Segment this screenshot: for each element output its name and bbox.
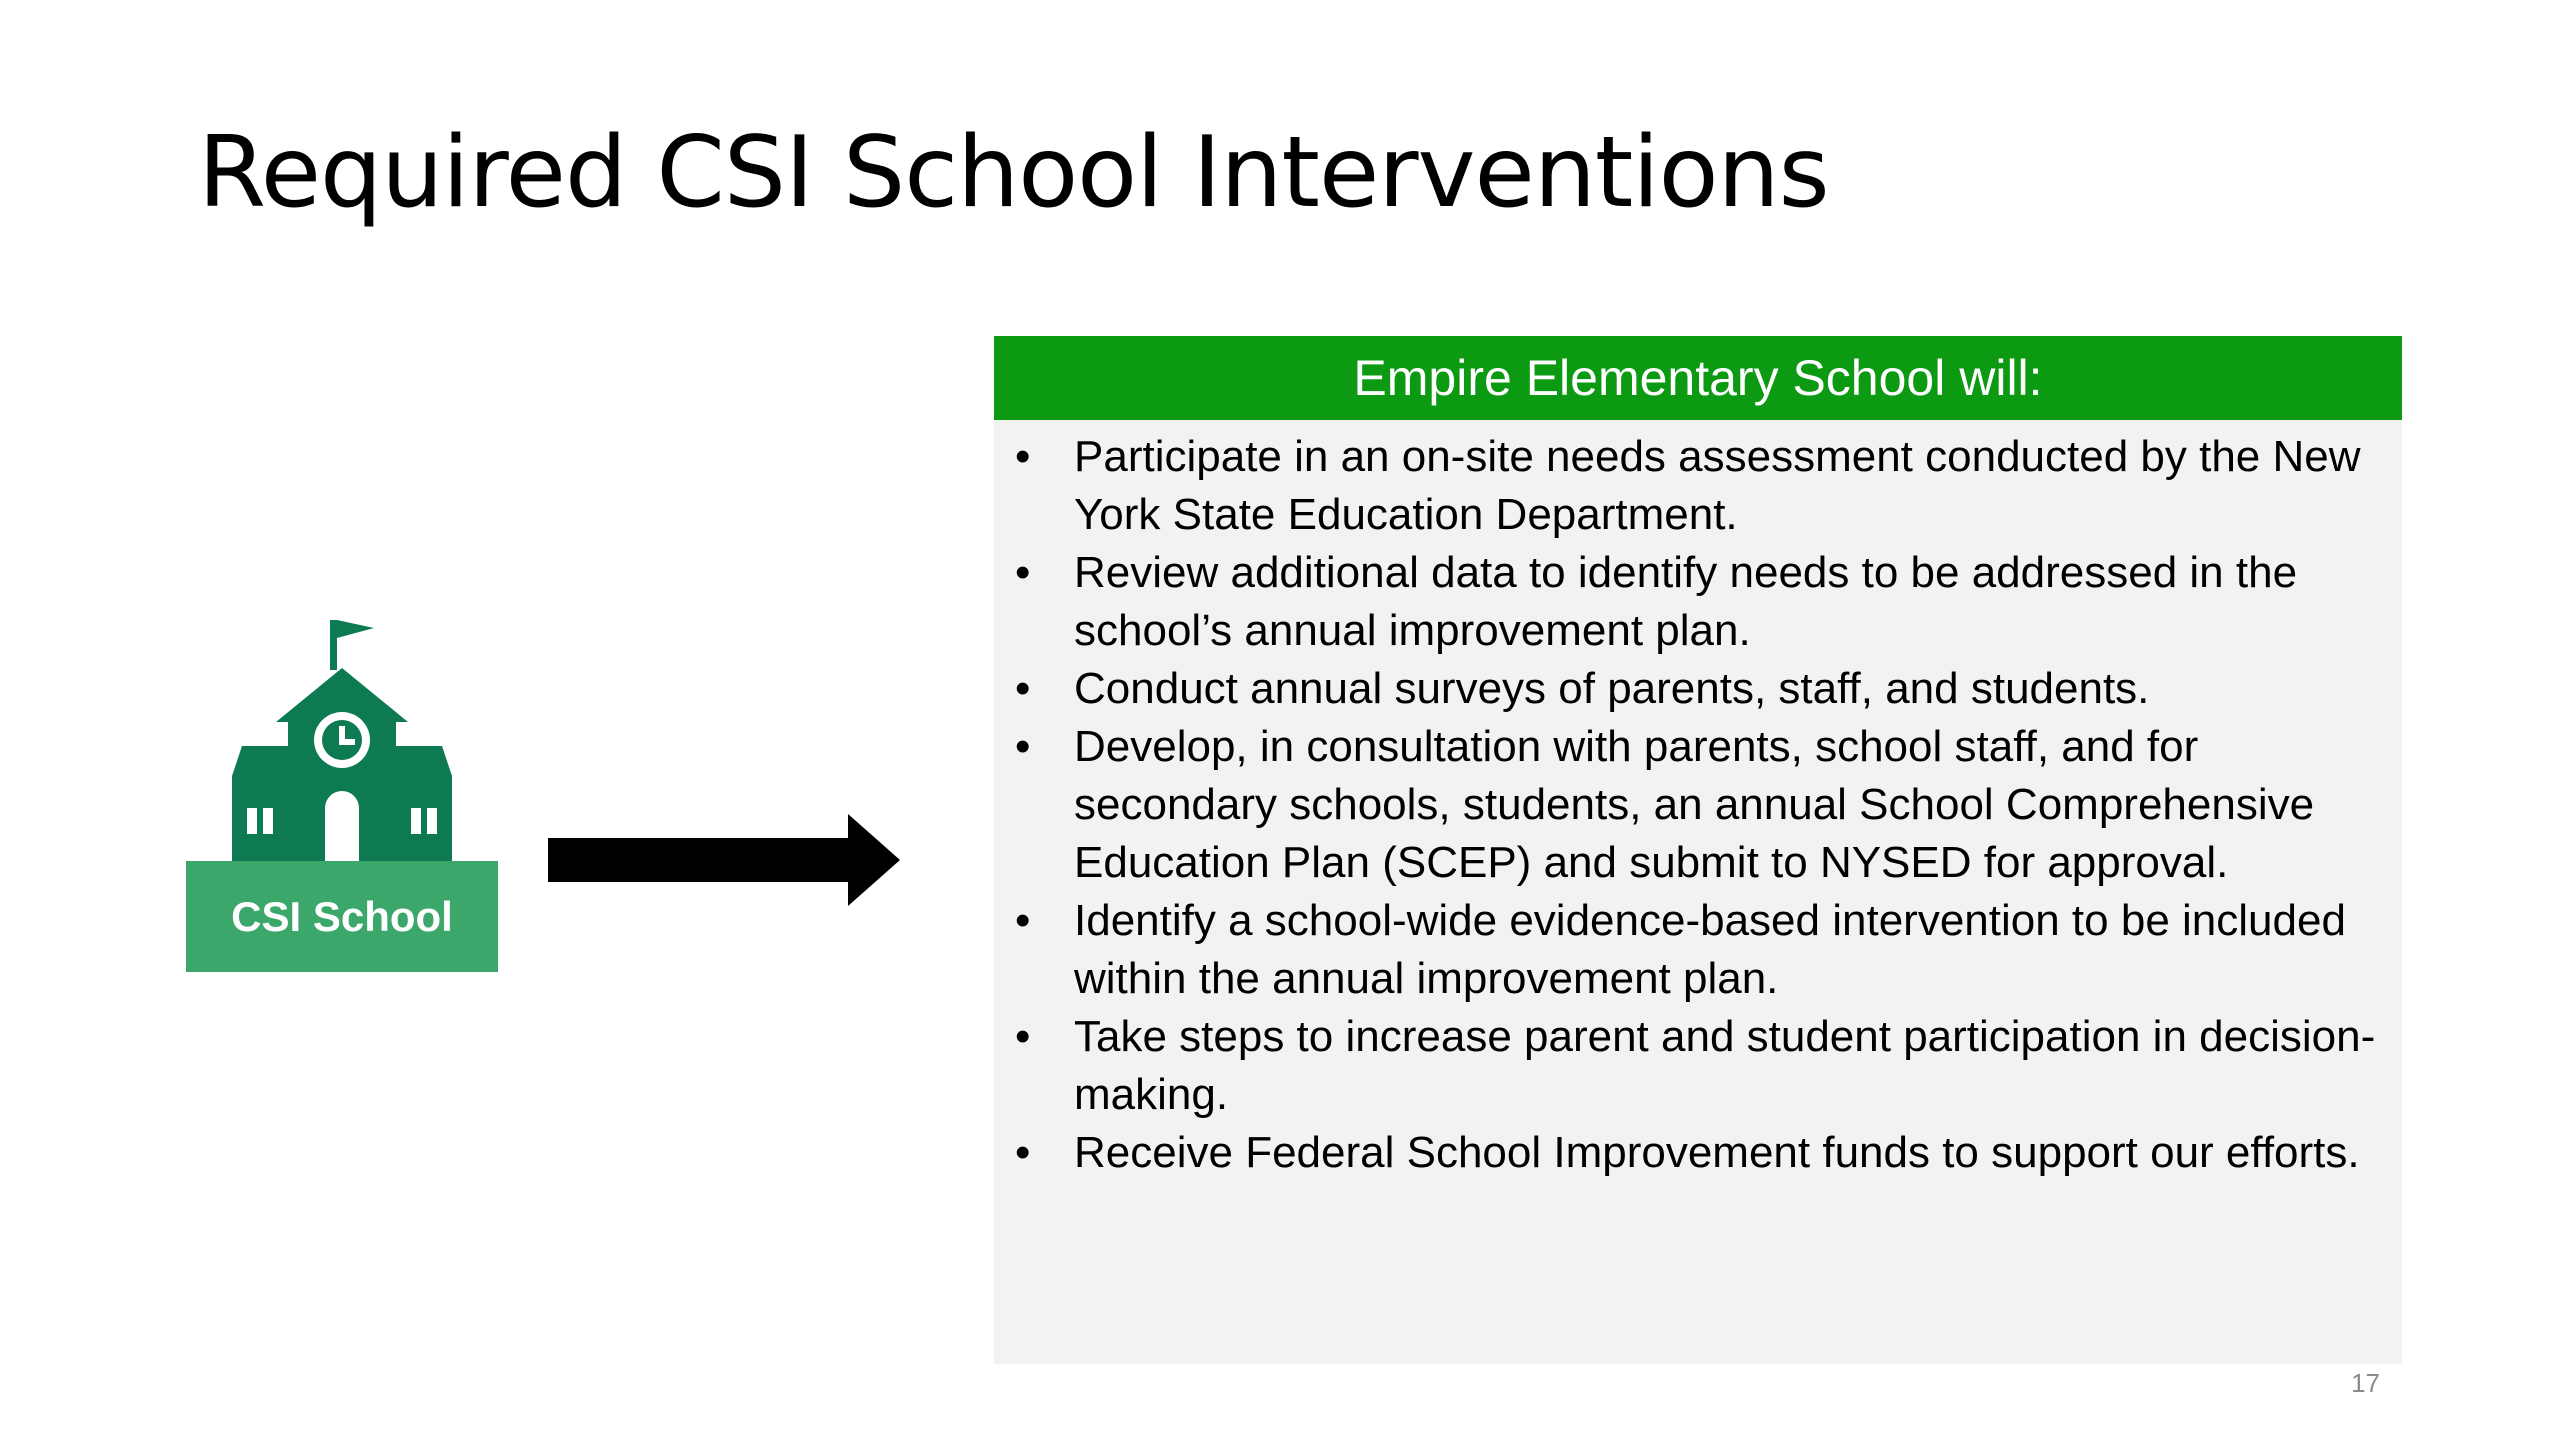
list-item: • Identify a school-wide evidence-based intervention to be included within the annual improvement plan. — [1074, 892, 2382, 1008]
list-item: • Take steps to increase parent and student participation in decision-making. — [1074, 1008, 2382, 1124]
list-item: • Review additional data to identify needs to be addressed in the school’s annual improvement plan. — [1074, 544, 2382, 660]
page-number: 17 — [2351, 1368, 2380, 1398]
list-item: • Develop, in consultation with parents, school staff, and for secondary schools, students, an annual School Comprehensive Education Plan (SCEP) and submit to NYSED for approval. — [1074, 718, 2382, 892]
school-building-icon — [222, 618, 462, 866]
list-item: • Participate in an on-site needs assessment conducted by the New York State Education Department. — [1074, 428, 2382, 544]
interventions-panel — [994, 336, 2402, 1364]
interventions-list — [994, 420, 2402, 1182]
panel-header: Empire Elementary School will: — [994, 336, 2402, 420]
list-item: • Conduct annual surveys of parents, staff, and students. — [1074, 660, 2382, 718]
csi-school-graphic — [186, 618, 498, 972]
slide-title: Required CSI School Interventions — [198, 116, 1829, 230]
list-item: • Receive Federal School Improvement funds to support our efforts. — [1074, 1124, 2382, 1182]
csi-school-label: CSI School — [186, 861, 498, 972]
right-arrow-icon — [548, 814, 900, 906]
